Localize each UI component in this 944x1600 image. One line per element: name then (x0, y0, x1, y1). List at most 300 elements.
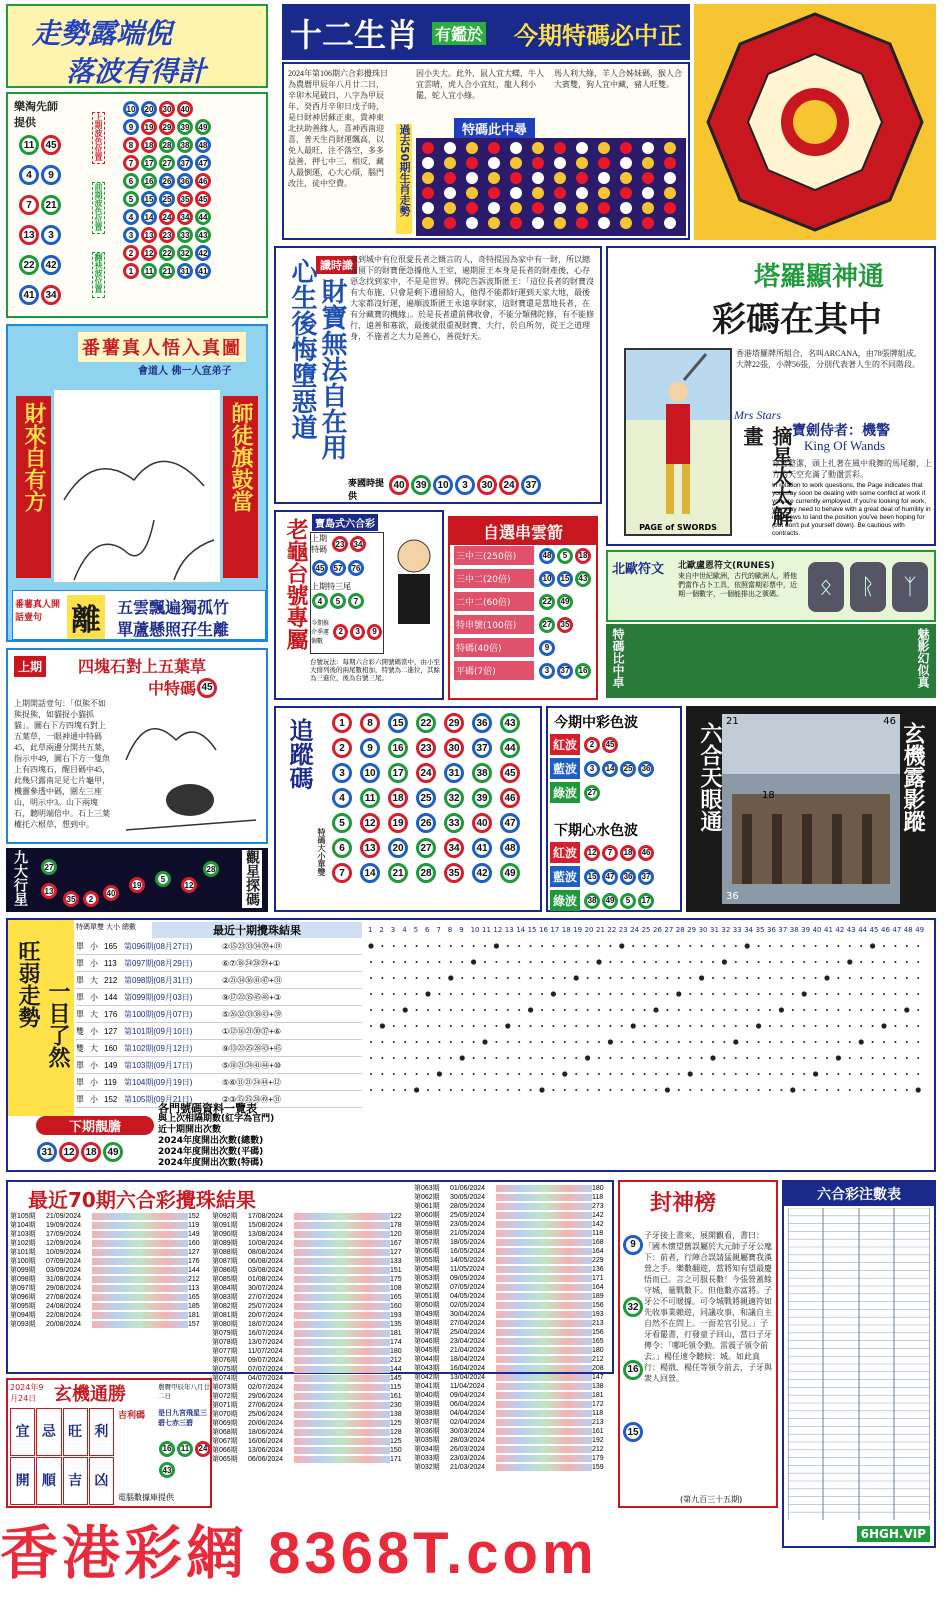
number-ball: 45 (602, 737, 618, 753)
trend-dot (746, 1025, 748, 1027)
result-cell: 113 (188, 1285, 200, 1292)
number-ball: 27 (416, 838, 436, 858)
row-cell-sum: 127 (104, 1026, 118, 1036)
trend-dot (826, 1025, 828, 1027)
trend-dot (710, 1055, 715, 1060)
trend-dot (598, 1089, 600, 1091)
special-dot (510, 172, 522, 184)
result-cell: 165 (592, 1338, 604, 1345)
trend-dot (404, 1089, 406, 1091)
trend-dot (666, 993, 668, 995)
result-balls-strip (496, 1239, 592, 1246)
mascot-figure (388, 534, 440, 634)
old-turtle-box (310, 532, 384, 654)
almanac-bottom: 電腦數據庫提供 (118, 1493, 174, 1502)
result-cell: 108 (390, 1285, 402, 1292)
trend-dot (473, 977, 475, 979)
number-ball: 34 (177, 209, 193, 225)
result-cell: 第058期 (414, 1230, 440, 1237)
trend-dot (552, 1009, 554, 1011)
trend-dot (370, 1041, 372, 1043)
trend-dot (507, 977, 509, 979)
trend-dot (564, 1041, 566, 1043)
trend-dot (530, 977, 532, 979)
special-dot (620, 202, 632, 214)
trend-dot (802, 991, 807, 996)
stone-panel (6, 648, 268, 844)
trend-dot (644, 1089, 646, 1091)
trend-dot (655, 1025, 657, 1027)
result-cell: 151 (390, 1267, 402, 1274)
result-row (212, 1338, 410, 1347)
row-cell-sum: 152 (104, 1094, 118, 1104)
eye-title-b: 玄機露影蹤 (900, 722, 925, 832)
trend-dot (541, 1025, 543, 1027)
special-dot (642, 187, 654, 199)
trend-dot (917, 993, 919, 995)
special-dot (444, 172, 456, 184)
trend-dot (507, 1009, 509, 1011)
result-row (212, 1212, 410, 1221)
number-ball: 9 (539, 640, 555, 656)
trend-dot (564, 1025, 566, 1027)
trend-dot (598, 1009, 600, 1011)
result-cell: 06/08/2024 (248, 1258, 284, 1265)
turtle-ball: 34 (350, 536, 366, 552)
number-ball: 18 (388, 788, 408, 808)
result-balls-strip (294, 1402, 390, 1409)
trend-dot (826, 1009, 828, 1011)
result-balls-strip (496, 1293, 592, 1300)
trend-dot (404, 945, 406, 947)
trend-dot (587, 977, 589, 979)
trend-dot (644, 977, 646, 979)
trend-dot (564, 993, 566, 995)
result-cell: 第057期 (414, 1239, 440, 1246)
trend-dot (689, 1089, 691, 1091)
table-row (76, 1040, 362, 1057)
number-ball: 21 (388, 863, 408, 883)
result-cell: 第099期 (10, 1267, 36, 1274)
number-ball: 43 (500, 713, 520, 733)
row-cell-sz: 大 (90, 975, 98, 985)
result-cell: 07/05/2024 (450, 1284, 486, 1291)
trend-dot (792, 945, 794, 947)
trend-dot (427, 1057, 429, 1059)
trend-dot (461, 1041, 463, 1043)
number-ball: 19 (129, 877, 145, 893)
row-cell-sz: 小 (90, 1077, 98, 1087)
trend-dot (587, 1009, 589, 1011)
trend-dot (530, 1041, 532, 1043)
riddle-line1: 五雲飄遍獨孤竹 (117, 598, 230, 617)
trend-dot (631, 1023, 636, 1028)
trend-col-number: 24 (630, 926, 640, 934)
trend-dot (860, 1009, 862, 1011)
result-balls-strip (294, 1357, 390, 1364)
result-cell: 28/03/2024 (450, 1437, 486, 1444)
result-cell: 25/04/2024 (450, 1329, 486, 1336)
result-cell: 第043期 (414, 1365, 440, 1372)
trend-dot (689, 961, 691, 963)
result-row (212, 1248, 410, 1257)
result-row (414, 1301, 612, 1310)
result-row (414, 1238, 612, 1247)
trend-dot (894, 961, 896, 963)
result-cell: 24/08/2024 (46, 1303, 82, 1310)
trend-dot (393, 1089, 395, 1091)
result-balls-strip (496, 1302, 592, 1309)
result-row (414, 1346, 612, 1355)
result-cell: 13/06/2024 (248, 1447, 284, 1454)
table-row (76, 1006, 362, 1023)
result-cell: 第061期 (414, 1203, 440, 1210)
planets-side: 觀星探碼 (244, 850, 260, 906)
trend-dot (539, 1087, 544, 1092)
trend-dot (632, 993, 634, 995)
grid-row (122, 172, 264, 190)
result-cell: 第083期 (212, 1294, 238, 1301)
number-ball: 41 (195, 263, 211, 279)
trend-dot (860, 1057, 862, 1059)
turtle-notes: 台號玩法：每期六合彩六開號碼當中，由小至大排列後的兩尾數相加，特號為二進位，其餘為三進位，後為台號三尾。 (310, 658, 440, 682)
result-cell: 15/08/2024 (248, 1222, 284, 1229)
color-wave-title-this: 今期中彩色波 (554, 715, 638, 731)
zodiac-wheel (694, 4, 936, 240)
row-cell-sum: 144 (104, 992, 118, 1002)
result-balls-strip (496, 1266, 592, 1273)
number-ball: 5 (155, 871, 171, 887)
result-cell: 02/04/2024 (450, 1419, 486, 1426)
result-cell: 16/05/2024 (450, 1248, 486, 1255)
number-ball: 26 (159, 173, 175, 189)
bet-grid-graphic (788, 1208, 930, 1520)
summary-title: 各門號碼資料一覽表 (158, 1102, 257, 1115)
trend-dot (678, 1009, 680, 1011)
result-cell: 第094期 (10, 1312, 36, 1319)
result-balls-strip (496, 1347, 592, 1354)
result-cell: 第040期 (414, 1392, 440, 1399)
trend-col-number: 28 (675, 926, 685, 934)
grid-row (122, 226, 264, 244)
trend-dot (904, 1007, 909, 1012)
trend-dot (860, 961, 862, 963)
trend-dot (564, 977, 566, 979)
trend-dot (518, 993, 520, 995)
planets-panel (6, 848, 268, 912)
trend-dot (779, 1007, 784, 1012)
trend-col-number: 41 (824, 926, 833, 934)
trend-col-number: 36 (767, 926, 776, 934)
result-row (414, 1364, 612, 1373)
trend-dot (883, 977, 885, 979)
trend-dot (723, 977, 725, 979)
special-dot (598, 172, 610, 184)
trend-dot (780, 1073, 782, 1075)
trend-dot (803, 961, 805, 963)
trend-dot (883, 1041, 885, 1043)
number-ball: 26 (416, 813, 436, 833)
trend-dot (906, 961, 908, 963)
special-dot (554, 187, 566, 199)
trend-dot (473, 1057, 475, 1059)
tarot-signature: Mrs Stars (734, 408, 782, 422)
number-ball: 24 (499, 475, 519, 495)
trend-dot (541, 945, 543, 947)
trend-col-number: 10 (470, 926, 480, 934)
number-ball: 3 (455, 475, 475, 495)
special-dot (510, 202, 522, 214)
trend-dot (518, 1009, 520, 1011)
trend-dot (894, 1009, 896, 1011)
trend-dot (621, 1041, 623, 1043)
result-cell: 第104期 (10, 1222, 36, 1229)
trend-dot (552, 1057, 554, 1059)
trend-dot (552, 1089, 554, 1091)
result-cell: 23/05/2024 (450, 1221, 486, 1228)
result-cell: 149 (188, 1231, 200, 1238)
trend-dot (792, 1073, 794, 1075)
row-cell-nums: ②㉑㉞㊱㊶㊼+㉛ (222, 975, 282, 985)
trend-dot (769, 1057, 771, 1059)
result-cell: 213 (592, 1320, 604, 1327)
trend-dot (815, 961, 817, 963)
result-cell: 第088期 (212, 1249, 238, 1256)
trend-dot (530, 945, 532, 947)
trend-dot (598, 945, 600, 947)
result-cell: 10/09/2024 (46, 1249, 82, 1256)
result-row (414, 1256, 612, 1265)
special-dot (422, 187, 434, 199)
arrow-label: 三中二(20倍) (454, 569, 534, 588)
trend-dot (653, 1007, 658, 1012)
result-balls-strip (92, 1312, 188, 1319)
trend-dot (815, 1009, 817, 1011)
trend-dot (803, 1057, 805, 1059)
trend-dot (427, 1073, 429, 1075)
result-cell: 第089期 (212, 1240, 238, 1247)
number-ball: 5 (332, 813, 352, 833)
grid-row (122, 118, 264, 136)
trend-col-number: 33 (732, 926, 742, 934)
result-cell: 第073期 (212, 1384, 238, 1391)
trend-dot (917, 1009, 919, 1011)
trend-dot (404, 993, 406, 995)
result-cell: 第095期 (10, 1303, 36, 1310)
result-balls-strip (496, 1464, 592, 1471)
result-cell: 09/05/2024 (450, 1275, 486, 1282)
trend-dot (813, 1071, 818, 1076)
trend-dot (917, 1073, 919, 1075)
result-cell: 第068期 (212, 1429, 238, 1436)
result-cell: 29/06/2024 (248, 1393, 284, 1400)
result-cell: 185 (188, 1303, 200, 1310)
trend-dot (530, 1025, 532, 1027)
trend-dot-grid (364, 922, 932, 1104)
result-cell: 第053期 (414, 1275, 440, 1282)
trend-dot (735, 1025, 737, 1027)
trend-dot (381, 1041, 383, 1043)
number-ball: 2 (123, 245, 139, 261)
number-ball: 11 (141, 263, 157, 279)
trend-dot (530, 1073, 532, 1075)
trend-dot (655, 993, 657, 995)
trend-dot (746, 961, 748, 963)
result-row (414, 1382, 612, 1391)
trend-col-number: 38 (789, 926, 799, 934)
trend-dot (473, 1041, 475, 1043)
almanac-cell: 開 (10, 1457, 35, 1505)
result-balls-strip (496, 1257, 592, 1264)
col-label: 特碼單雙 (76, 923, 104, 931)
trend-dot (688, 1071, 693, 1076)
trend-dot (780, 993, 782, 995)
trend-dot (644, 1041, 646, 1043)
poem-heading-a: 心生後悔墮惡道 (287, 258, 317, 440)
trend-dot (552, 961, 554, 963)
trend-dot (598, 1041, 600, 1043)
trend-dot (780, 945, 782, 947)
number-ball: 9 (623, 1235, 643, 1255)
special-dot (664, 172, 676, 184)
special-dot (532, 187, 544, 199)
number-ball: 48 (539, 548, 555, 564)
result-cell: 273 (592, 1203, 604, 1210)
result-cell: 208 (592, 1365, 604, 1372)
poem-provider: 麥國時提供 (348, 479, 385, 502)
result-cell: 第033期 (414, 1455, 440, 1462)
special-dot (422, 157, 434, 169)
result-cell: 17/09/2024 (46, 1231, 82, 1238)
result-cell: 142 (592, 1221, 604, 1228)
special-dot (444, 142, 456, 154)
trend-dot (769, 993, 771, 995)
special-dot (598, 142, 610, 154)
row-cell-sz: 小 (90, 1094, 98, 1104)
trend-dot (507, 1057, 509, 1059)
trend-col-number: 30 (698, 926, 708, 934)
trend-dot (416, 977, 418, 979)
trend-dot (484, 993, 486, 995)
row-cell-period: 第101期(09月10日) (124, 1026, 193, 1036)
fan-right-vertical: 師徒旗鼓當 (223, 396, 258, 578)
trend-dot (769, 961, 771, 963)
trend-dot (484, 977, 486, 979)
trend-dot (666, 1073, 668, 1075)
result-cell: 第103期 (10, 1231, 36, 1238)
trend-dot (689, 1025, 691, 1027)
stone-ball: 45 (197, 678, 217, 698)
result-cell: 20/08/2024 (46, 1321, 82, 1328)
number-ball: 21 (41, 195, 61, 215)
trend-dot (518, 1073, 520, 1075)
trend-dot (644, 1057, 646, 1059)
row-cell-sum: 119 (104, 1077, 117, 1087)
result-cell: 175 (390, 1276, 402, 1283)
trend-dot (769, 1073, 771, 1075)
trend-dot (632, 977, 634, 979)
almanac-lunar: 農曆甲辰年八月廿二日 (158, 1383, 210, 1400)
number-ball: 39 (472, 788, 492, 808)
number-ball: 2 (584, 737, 600, 753)
trend-col-number: 6 (425, 926, 430, 934)
result-balls-strip (294, 1330, 390, 1337)
result-balls-strip (294, 1294, 390, 1301)
wave-label-flip: 翻袂波位置 (92, 252, 105, 298)
track-row (328, 762, 538, 784)
result-row (414, 1184, 612, 1193)
number-ball: 30 (477, 475, 497, 495)
result-cell: 第081期 (212, 1312, 238, 1319)
result-cell: 145 (390, 1375, 402, 1382)
result-row (10, 1293, 208, 1302)
trend-dot (758, 945, 760, 947)
result-cell: 第062期 (414, 1194, 440, 1201)
trend-dot (689, 993, 691, 995)
trend-col-number: 26 (653, 926, 662, 934)
row-cell-sz: 大 (90, 1009, 98, 1019)
result-cell: 171 (592, 1275, 604, 1282)
track-row (328, 787, 538, 809)
trend-dot (689, 977, 691, 979)
number-ball: 11 (360, 788, 380, 808)
special-dot (444, 157, 456, 169)
trend-dot (552, 1041, 554, 1043)
trend-dot (609, 1025, 611, 1027)
result-cell: 21/09/2024 (46, 1213, 82, 1220)
number-ball: 17 (141, 155, 157, 171)
result-balls-strip (92, 1240, 188, 1247)
special-dot (422, 172, 434, 184)
zodiac-text-panel (282, 62, 690, 240)
special-dot (510, 142, 522, 154)
trend-dot (380, 1023, 385, 1028)
left-ball-column (18, 134, 78, 314)
special-dot (488, 187, 500, 199)
number-ball: 9 (41, 165, 61, 185)
result-cell: 第038期 (414, 1410, 440, 1417)
almanac-balls (158, 1436, 212, 1479)
trend-dot (872, 977, 874, 979)
number-ball: 48 (195, 137, 211, 153)
trend-dot (872, 1057, 874, 1059)
row-cell-nums: ⑤⑱㉑㉔㊶㊹+⑩ (222, 1060, 282, 1070)
result-balls-strip (92, 1321, 188, 1328)
trend-col-number: 13 (504, 926, 514, 934)
number-ball: 13 (41, 883, 57, 899)
trend-dot (883, 993, 885, 995)
number-ball: 35 (63, 891, 79, 907)
result-balls-strip (92, 1303, 188, 1310)
trend-col-number: 21 (596, 926, 605, 934)
result-cell: 第063期 (414, 1185, 440, 1192)
trend-dot (860, 1025, 862, 1027)
result-cell: 第077期 (212, 1348, 238, 1355)
trend-dot (780, 1089, 782, 1091)
number-ball: 16 (159, 1441, 175, 1457)
trend-col-number: 12 (493, 926, 503, 934)
number-ball: 49 (602, 893, 618, 909)
result-balls-strip (92, 1222, 188, 1229)
result-row (414, 1292, 612, 1301)
result-cell: 第044期 (414, 1356, 440, 1363)
trend-dot (530, 1089, 532, 1091)
trend-dot (528, 1007, 533, 1012)
trend-dot (803, 945, 805, 947)
result-row (212, 1428, 410, 1437)
table-row (76, 972, 362, 989)
result-cell: 第065期 (212, 1456, 238, 1463)
